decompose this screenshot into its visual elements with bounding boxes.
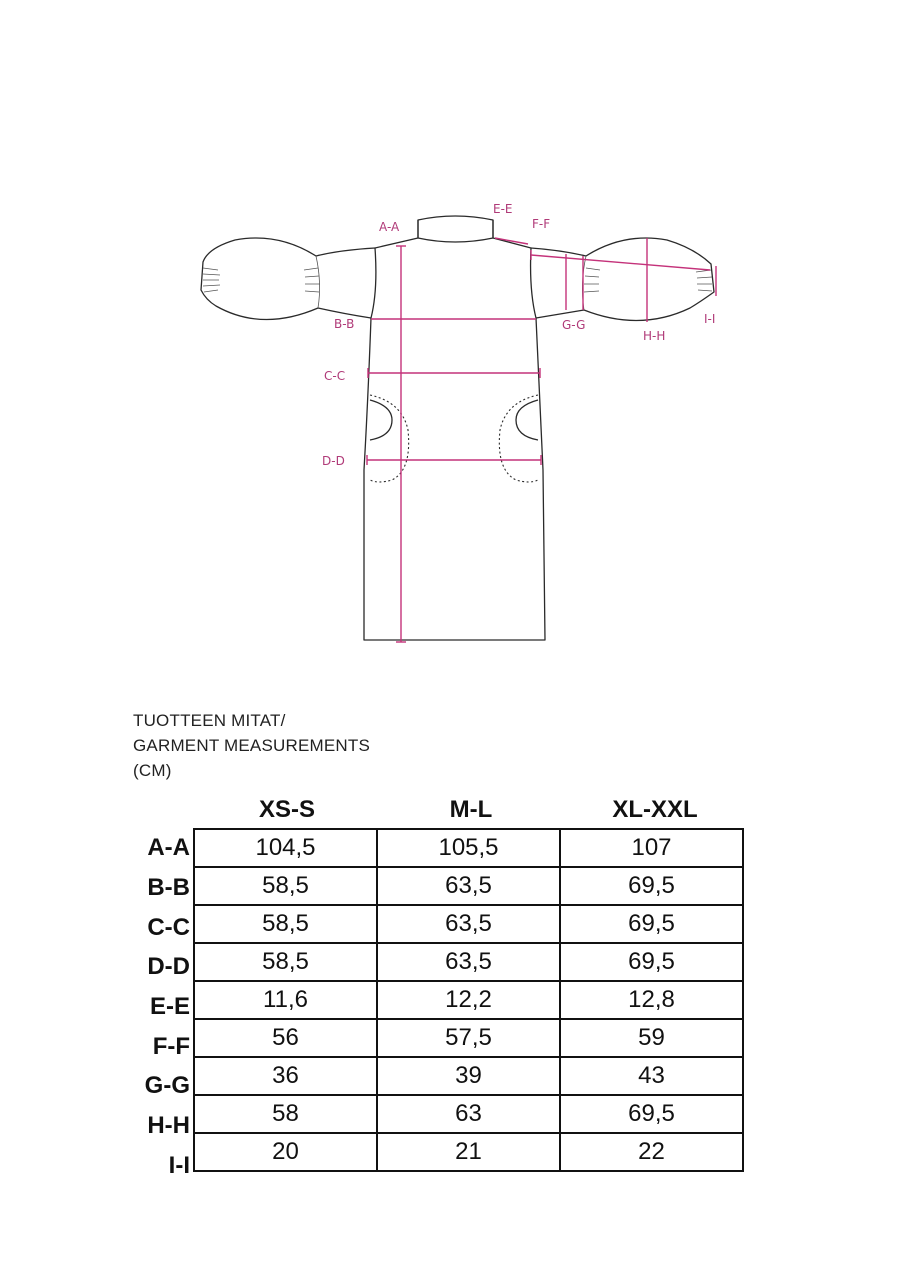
table-cell: 12,2: [377, 981, 560, 1019]
table-cell: 58,5: [194, 905, 377, 943]
table-cell: 107: [560, 829, 743, 867]
size-header-m-l: M-L: [449, 796, 493, 823]
table-cell: 63,5: [377, 943, 560, 981]
table-cell: 20: [194, 1133, 377, 1171]
row-label-bb: B-B: [147, 874, 190, 901]
left-cuff-seam: [316, 256, 320, 308]
table-row: [194, 829, 743, 867]
size-header-xs-s: XS-S: [258, 796, 315, 823]
label-ee: E-E: [493, 202, 513, 216]
table-cell: 56: [194, 1019, 377, 1057]
caption-line-fi: TUOTTEEN MITAT/: [133, 711, 286, 730]
label-gg: G-G: [562, 318, 586, 332]
table-row: [194, 867, 743, 905]
size-header-xl-xxl: XL-XXL: [612, 796, 698, 823]
label-ff: F-F: [532, 217, 551, 231]
table-cell: 105,5: [377, 829, 560, 867]
table-cell: 11,6: [194, 981, 377, 1019]
table-cell: 22: [560, 1133, 743, 1171]
right-sleeve-outline: [531, 238, 714, 321]
table-cell: 58: [194, 1095, 377, 1133]
table-cell: 57,5: [377, 1019, 560, 1057]
row-label-dd: D-D: [147, 953, 190, 980]
table-row: [194, 1095, 743, 1133]
row-label-cc: C-C: [147, 914, 190, 941]
table-cell: 69,5: [560, 905, 743, 943]
left-sleeve-gathers: [203, 268, 320, 292]
label-bb: B-B: [334, 317, 355, 331]
caption-line-unit: (CM): [133, 761, 172, 780]
caption-line-en: GARMENT MEASUREMENTS: [133, 736, 370, 755]
dress-body-outline: [364, 220, 545, 640]
label-cc: C-C: [324, 369, 346, 383]
table-cell: 58,5: [194, 943, 377, 981]
table-cell: 69,5: [560, 867, 743, 905]
row-label-aa: A-A: [147, 834, 190, 861]
ff-sleeve-line: [531, 255, 710, 270]
right-pocket-opening: [516, 400, 538, 440]
table-cell: 59: [560, 1019, 743, 1057]
table-row: [194, 1019, 743, 1057]
right-sleeve-gathers: [584, 268, 712, 292]
table-cell: 12,8: [560, 981, 743, 1019]
row-label-ff: F-F: [152, 1033, 190, 1060]
label-dd: D-D: [322, 454, 345, 468]
table-cell: 63,5: [377, 905, 560, 943]
measurement-table: [193, 828, 744, 1172]
row-label-ii: I-I: [168, 1152, 190, 1179]
table-row: [194, 1133, 743, 1171]
collar-outline: [418, 216, 493, 242]
table-row: [194, 905, 743, 943]
table-row: [194, 1057, 743, 1095]
table-row: [194, 981, 743, 1019]
row-label-hh: H-H: [147, 1112, 190, 1139]
table-cell: 69,5: [560, 1095, 743, 1133]
table-cell: 39: [377, 1057, 560, 1095]
table-cell: 104,5: [194, 829, 377, 867]
table-row: [194, 943, 743, 981]
table-cell: 36: [194, 1057, 377, 1095]
row-label-gg: G-G: [144, 1072, 190, 1099]
label-aa: A-A: [379, 220, 400, 234]
table-cell: 58,5: [194, 867, 377, 905]
label-ii: I-I: [704, 312, 716, 326]
measurements-caption: [133, 708, 370, 783]
table-cell: 43: [560, 1057, 743, 1095]
label-hh: H-H: [643, 329, 666, 343]
table-cell: 69,5: [560, 943, 743, 981]
table-cell: 63,5: [377, 867, 560, 905]
table-cell: 21: [377, 1133, 560, 1171]
row-label-ee: E-E: [149, 993, 190, 1020]
table-cell: 63: [377, 1095, 560, 1133]
left-sleeve-outline: [201, 238, 375, 320]
left-pocket-opening: [370, 400, 392, 440]
